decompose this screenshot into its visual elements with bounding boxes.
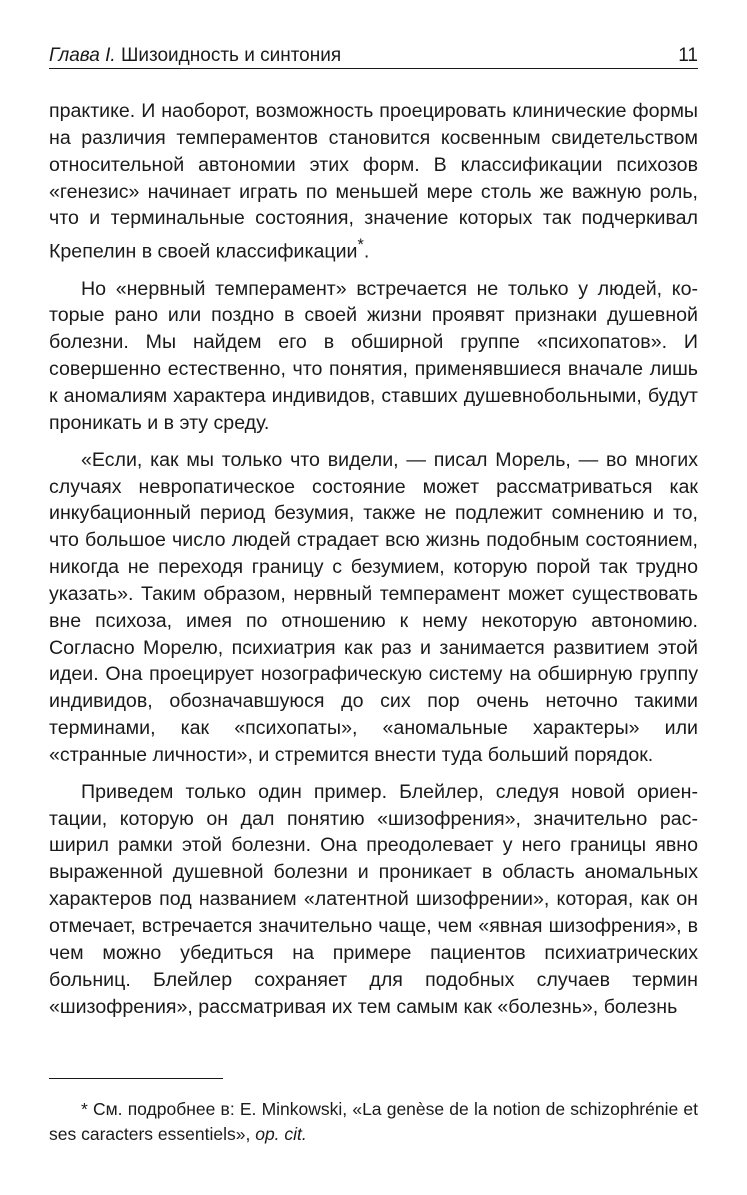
paragraph-2: Но «нервный темперамент» встречается не только у людей, которые рано или поздно в своей жизни проявят признаки душевной болезни. Мы найдем его в обширной группе «психопатов». И совершенно естественно, что понятия, применявшиеся вначале лишь к аномалиям характера индивидов, ставших душевнобольными, будут проникать и в эту среду. xyxy=(49,277,698,434)
running-head xyxy=(49,44,698,69)
paragraph-1 xyxy=(49,98,698,266)
page-number: 11 xyxy=(678,45,698,66)
footnote-reference: * xyxy=(357,236,364,255)
footnote xyxy=(49,1097,698,1147)
paragraph-4: Приведем только один пример. Блейлер, следуя новой ориентации, которую он дал понятию «шизофрения», значительно расширил рамки этой болезни. Она преодолевает у него границы явно выраженной душевной болезни и проникает в область аномальных характеров под названием «латентной шизофрении», которая, как он отмечает, встречается значительно чаще, чем «явная шизофрения», в чем можно убедиться на примере пациентов психиатрических больниц. Блейлер сохраняет для подобных случаев термин «шизофрения», рассматривая их тем самым как «болезнь», болезнь xyxy=(49,780,698,1018)
footnote-text: См. подробнее в: E. Minkowski, «La genèse de la notion de schizophrénie et ses caracters essentiels», xyxy=(49,1099,698,1144)
chapter-label: Глава I. xyxy=(49,45,116,66)
footnote-divider xyxy=(49,1078,223,1079)
chapter-title: Шизоидность и синтония xyxy=(120,45,342,66)
footnote-mark: * xyxy=(81,1099,88,1119)
paragraph-3: «Если, как мы только что видели, — писал Морель, — во многих случаях невропатическое состояние может рассматриваться как инкубационный период безумия, также не подлежит сомнению и то, что большое число людей страдает всю жизнь подобным состоянием, никогда не переходя границу с безумием, которую порой так трудно указать». Таким образом, нервный темперамент может существовать вне психоза, имея по отношению к нему некоторую автономию. Согласно Морелю, психиатрия как раз и занимается развитием этой идеи. Она проецирует нозографическую систему на обширную группу индивидов, обозначавшуюся до сих пор очень неточно такими терминами, как «психопаты», «аномальные характеры» или «странные личности», и стремится внести туда больший порядок. xyxy=(49,448,698,766)
footnote-op-cit: op. cit. xyxy=(255,1124,307,1144)
body-text xyxy=(49,98,698,1030)
paragraph-1-end: . xyxy=(363,240,370,263)
paragraph-1-text: практике. И наоборот, возможность проецировать клинические формы на различия темпераментов становится косвенным свидетельством относительной автономии этих форм. В классификации психозов «генезис» начинает играть по меньшей мере столь же важную роль, что и терминальные состояния, значение которых так подчеркивал Крепелин в своей классификации xyxy=(49,100,698,263)
